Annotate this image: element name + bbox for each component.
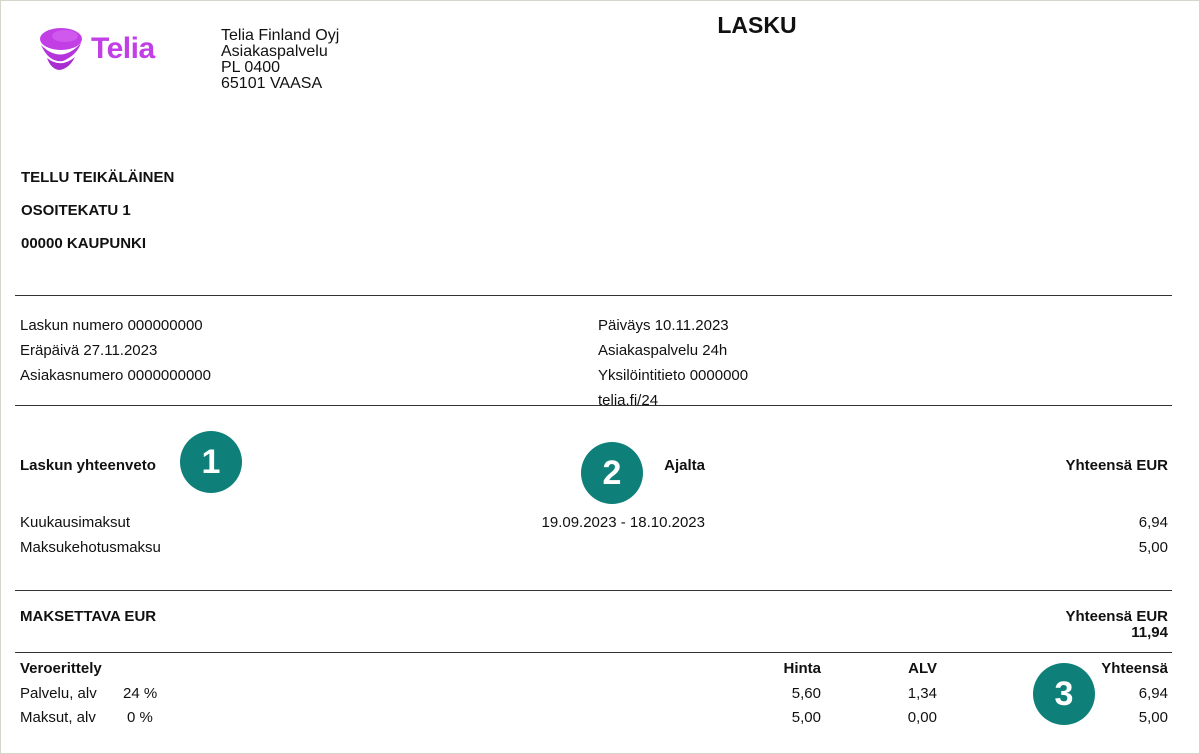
callout-badge-1: 1 [180,431,242,493]
identifier: Yksilöintitieto 0000000 [598,367,749,384]
tax-row-price: 5,60 [791,685,821,702]
callout-badge-2: 2 [581,442,643,504]
payable-total-header: Yhteensä EUR [1065,608,1168,625]
customer-service: Asiakaspalvelu 24h [598,342,728,359]
due-date: Eräpäivä 27.11.2023 [20,342,158,359]
tax-row-label: Palvelu, alv [20,685,97,702]
recipient-city: 00000 KAUPUNKI [21,235,147,252]
period-header: Ajalta [664,457,705,474]
tax-row-vat: 1,34 [907,685,937,702]
tax-row-rate: 0 % [127,709,153,726]
sender-po-box: PL 0400 [221,59,281,76]
recipient-name: TELLU TEIKÄLÄINEN [21,169,175,186]
summary-row-amount: 6,94 [1138,514,1168,531]
invoice-number: Laskun numero 000000000 [20,317,203,334]
divider [15,652,1172,653]
payable-label: MAKSETTAVA EUR [20,608,157,625]
document-title: LASKU [717,12,797,38]
invoice-info-right [598,313,748,413]
sender-company: Telia Finland Oyj [221,27,340,44]
callout-badge-3: 3 [1033,663,1095,725]
payable-total: 11,94 [1131,624,1168,641]
summary-row-label: Kuukausimaksut [20,514,131,531]
customer-number: Asiakasnumero 0000000000 [20,367,211,384]
summary-heading: Laskun yhteenveto [20,457,156,474]
website-link[interactable]: telia.fi/24 [598,392,659,409]
divider [15,295,1172,296]
tax-row-rate: 24 % [123,685,158,702]
summary-row-label: Maksukehotusmaksu [20,539,161,556]
tax-row-vat: 0,00 [907,709,937,726]
summary-row-period: 19.09.2023 - 18.10.2023 [541,514,705,531]
tax-price-header: Hinta [783,660,821,677]
recipient-address [21,169,174,268]
divider [15,590,1172,591]
logo-wordmark: Telia [91,32,155,65]
invoice-date: Päiväys 10.11.2023 [598,317,729,334]
tax-row-total: 6,94 [1138,685,1168,702]
divider [15,405,1172,406]
tax-total-header: Yhteensä [1101,660,1168,677]
invoice-info-left [20,313,211,388]
summary-total-header: Yhteensä EUR [1065,457,1168,474]
tax-row-label: Maksut, alv [20,709,96,726]
tax-heading: Veroerittely [20,660,102,677]
tax-row-total: 5,00 [1138,709,1168,726]
recipient-street: OSOITEKATU 1 [21,202,131,219]
tax-row-price: 5,00 [791,709,821,726]
tax-vat-header: ALV [908,660,937,677]
summary-row-amount: 5,00 [1138,539,1168,556]
sender-city: 65101 VAASA [221,75,323,92]
sender-department: Asiakaspalvelu [221,43,328,60]
